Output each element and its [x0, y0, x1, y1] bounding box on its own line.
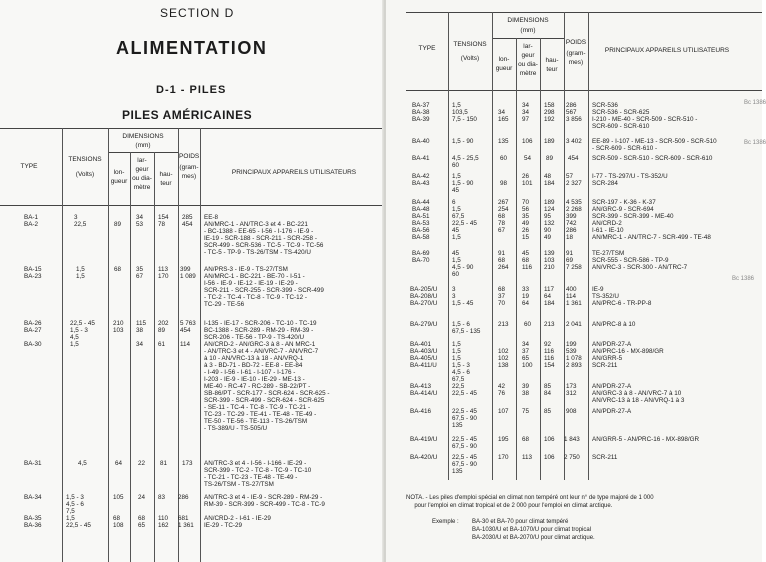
cell-largeur: 45 68 116 [522, 250, 533, 271]
dimensions-rule [492, 38, 564, 39]
cell-longueur: 195 [498, 436, 509, 443]
cell-poids: 5 763 454 114 [180, 320, 196, 348]
cell-uses: AN/PDR-27-A AN/GRC-3 à 8 - AN/VRC-7 à 10 AN/VRC-13 à 18 - AN/VRQ-1 à 3 [592, 383, 685, 404]
cell-uses: SCR-536 SCR-536 - SCR-625 I-210 - ME-40 - SCR-509 - SCR-510 - SCR-609 - SCR-610 [592, 102, 698, 130]
header-hauteur: hau-teur [545, 57, 559, 73]
cell-hauteur: 106 [544, 436, 555, 443]
cell-type: BA-413 BA-414/U [410, 383, 438, 397]
header-type: TYPE [20, 163, 38, 170]
header-dimensions: DIMENSIONS [507, 17, 549, 24]
cell-hauteur: 113 170 [158, 266, 169, 280]
header-bottom-rule [0, 205, 384, 206]
cell-type: BA-40 [412, 138, 430, 145]
right-page [386, 0, 766, 562]
table-row [0, 460, 384, 490]
cell-largeur: 34 53 [136, 214, 144, 228]
cell-hauteur: 89 [546, 155, 554, 162]
cell-tension: 4,5 [78, 460, 87, 467]
header-principaux: PRINCIPAUX APPAREILS UTILISATEURS [604, 47, 730, 54]
cell-type: BA-34 BA-35 BA-36 [24, 494, 42, 529]
table-row [0, 266, 384, 316]
cell-tension: 4,5 - 25,5 60 [452, 155, 479, 169]
cell-poids: 2 750 [564, 454, 580, 461]
table-row [0, 320, 384, 450]
cell-longueur: 105 68 108 [113, 494, 124, 529]
cell-hauteur: 139 103 210 [544, 250, 555, 271]
cell-largeur: 113 [522, 454, 533, 461]
cell-longueur: 42 76 [498, 383, 506, 397]
cell-hauteur: 83 110 162 [158, 494, 169, 529]
cell-largeur: 34 37 65 100 [522, 341, 533, 369]
cell-largeur: 22 [138, 460, 146, 467]
cell-poids: 454 [568, 155, 579, 162]
cell-type: BA-44 BA-48 BA-51 BA-53 BA-56 BA-58 [412, 199, 430, 241]
header-volts: (Volts) [75, 171, 95, 178]
header-grammes: (gram-mes) [179, 164, 199, 180]
header-largeur: lar-geur ou dia-mètre [518, 43, 538, 77]
cell-poids: 173 [182, 460, 193, 467]
cell-uses: AN/PRS-3 - IE-9 - TS-27/TSM AN/MRC-1 - BC-221 - BE-70 - I-51 - I-56 - IE-9 - IE-12 - IE-19 - IE-29 - SCR-211 - SCR-255 - SCR-399 - SCR-499 - TC-2 - TC-4 - TC-8 - TC-9 - TC-12 - TC-29 - TE-56 [204, 266, 324, 308]
cell-type: BA-205/U BA-208/U BA-270/U [410, 286, 438, 307]
header-tensions: TENSIONS [453, 41, 487, 48]
cell-type: BA-42 BA-43 [412, 173, 430, 187]
cell-type: BA-420/U [410, 454, 438, 461]
col-divider [540, 38, 541, 480]
header-volts: (Volts) [460, 55, 480, 62]
cell-tension: 1,5 1,5 1,5 1,5 - 3 4,5 - 6 67,5 [452, 341, 470, 383]
cell-uses: I-77 - TS-297/U - TS-352/U SCR-284 [592, 173, 668, 187]
cell-hauteur: 92 116 116 154 [544, 341, 555, 369]
cell-longueur: 267 254 68 78 67 [498, 199, 509, 234]
cell-largeur: 24 68 65 [138, 494, 146, 529]
header-grammes: (gram-mes) [566, 50, 586, 66]
cell-type: BA-279/U [410, 321, 438, 328]
cell-uses: TE-27/TSM SCR-555 - SCR-586 - TP-9 AN/VRC-3 - SCR-300 - AN/TRC-7 [592, 250, 688, 271]
example-lines: BA-30 et BA-70 pour climat tempéré BA-1030/U et BA-1070/U pour climat tropical BA-2030/U et BA-2070/U pour climat arctique. [472, 519, 595, 541]
cell-largeur: 35 67 [136, 266, 144, 280]
cell-poids: 57 2 327 [566, 173, 582, 187]
cell-poids: 1 843 [564, 436, 580, 443]
cell-uses: SCR-509 - SCR-510 - SCR-609 - SCR-610 [592, 155, 713, 162]
cell-longueur: 213 [498, 321, 509, 328]
cell-type: BA-416 [410, 408, 432, 415]
cell-type: BA-1 BA-2 [24, 214, 38, 228]
header-principaux: PRINCIPAUX APPAREILS UTILISATEURS [231, 169, 357, 176]
page-title: ALIMENTATION [116, 38, 268, 58]
cell-largeur: 60 [524, 321, 532, 328]
cell-type: BA-69 BA-70 [412, 250, 430, 264]
cell-tension: 1,5 - 90 [452, 138, 474, 145]
cell-poids: 173 312 [566, 383, 577, 397]
cell-poids: 3 402 [566, 138, 582, 145]
cell-poids: 2 041 [566, 321, 582, 328]
cell-longueur: 64 [115, 460, 123, 467]
cell-largeur: 34 34 97 [522, 102, 530, 123]
cell-tension: 3 3 1,5 - 45 [452, 286, 474, 307]
cell-uses: IE-9 TS-352/U AN/PRC-6 - TR-PP-8 [592, 286, 652, 307]
header-poids: POIDS [565, 39, 587, 46]
cell-uses: AN/PDR-27-A [592, 408, 632, 415]
cell-poids: 399 1 089 [180, 266, 196, 280]
cell-hauteur: 189 [544, 138, 555, 145]
cell-uses: SCR-197 - K-36 - K-37 AN/GRC-9 - SCR-694 SCR-399 - SCR-399 - ME-40 AN/CRD-2 I-61 - IE-10 AN/MRC-1 - AN/TRC-7 - SCR-499 - TE-48 [592, 199, 711, 241]
cell-largeur: 68 [522, 436, 530, 443]
cell-largeur: 106 [522, 138, 533, 145]
cell-uses: AN/PDR-27-A AN/PRC-16 - MX-898/GR AN/GRR-5 SCR-211 [592, 341, 664, 369]
cell-poids: 4 535 2 268 399 742 286 18 [566, 199, 582, 241]
header-largeur: lar-geur ou dia-mètre [132, 157, 152, 191]
cell-hauteur: 213 [544, 321, 555, 328]
header-dimensions: DIMENSIONS [122, 133, 164, 140]
cell-type: BA-26 BA-27 BA-30 [24, 320, 42, 348]
cell-hauteur: 158 298 192 [544, 102, 555, 123]
cell-hauteur: 189 124 95 132 90 49 [544, 199, 555, 241]
cell-tension: 3 22,5 [74, 214, 87, 228]
cell-poids: 286 681 1 361 [178, 494, 194, 529]
col-divider [588, 12, 589, 480]
cell-hauteur: 48 184 [544, 173, 555, 187]
cell-uses: AN/GRR-5 - AN/PRC-16 - MX-898/GR [592, 436, 700, 443]
header-top-rule [0, 128, 384, 129]
col-divider [516, 38, 517, 480]
cell-largeur: 39 38 [522, 383, 530, 397]
header-mm: (mm) [520, 27, 536, 34]
section-label: SECTION D [160, 6, 235, 20]
header-tensions: TENSIONS [68, 156, 102, 163]
cell-largeur: 115 38 34 [136, 320, 147, 348]
cell-hauteur: 117 64 184 [544, 286, 555, 307]
cell-type: BA-31 [24, 460, 42, 467]
cell-longueur: 135 [498, 138, 509, 145]
margin-stamp: Bc 1386 [732, 276, 755, 282]
cell-hauteur: 202 89 61 [158, 320, 169, 348]
cell-tension: 1,5 - 6 67,5 - 135 [452, 321, 481, 335]
cell-largeur: 33 19 64 [522, 286, 530, 307]
cell-largeur: 75 [522, 408, 530, 415]
cell-type: BA-41 [412, 155, 430, 162]
cell-poids: 91 69 7 258 [566, 250, 582, 271]
cell-longueur: 89 [114, 221, 122, 228]
dimensions-rule [108, 152, 178, 153]
header-bottom-rule [406, 90, 762, 91]
margin-stamp: Bc 1386 [744, 140, 766, 146]
cell-uses: EE-89 - I-107 - ME-13 - SCR-509 - SCR-510 - SCR-609 - SCR-610 - [592, 138, 717, 152]
cell-uses: EE-8 AN/MRC-1 - AN/TRC-3 et 4 - BC-221 - BC-1388 - EE-65 - I-56 - I-176 - IE-9 - IE-19 - SCR-188 - SCR-211 - SCR-258 - SCR-499 - SCR-536 - TC-5 - TC-9 - TC-56 - TC-5 - TP-9 - TS-26/TSM - TS-420/U [204, 214, 324, 256]
cell-tension: 1,5 1,5 - 90 45 [452, 173, 474, 194]
cell-hauteur: 154 78 [158, 214, 169, 228]
col-divider [564, 12, 565, 480]
cell-uses: SCR-211 [592, 454, 618, 461]
cell-poids: 286 567 3 856 [566, 102, 582, 123]
cell-largeur: 54 [524, 155, 532, 162]
cell-type: BA-401 BA-403/U BA-405/U BA-411/U [410, 341, 438, 369]
cell-longueur: 34 165 [498, 109, 509, 123]
cell-longueur: 170 [498, 454, 509, 461]
cell-tension: 22,5 - 45 67,5 - 90 135 [452, 408, 477, 429]
cell-tension: 1,5 - 3 4,5 - 6 7,5 1,5 22,5 - 45 [66, 494, 91, 529]
cell-longueur: 98 [500, 180, 508, 187]
cell-uses: AN/TRC-3 et 4 - IE-9 - SCR-289 - RM-29 - RM-39 - SCR-399 - SCR-499 - TC-8 - TC-9 AN/CRD-2 - I-61 - IE-29 IE-29 - TC-29 [204, 494, 325, 529]
header-longueur: lon-gueur [495, 56, 513, 72]
cell-poids: 285 454 [182, 214, 193, 228]
cell-longueur: 107 [498, 408, 509, 415]
cell-poids: 908 [566, 408, 577, 415]
col-divider [492, 12, 493, 480]
cell-hauteur: 106 [544, 454, 555, 461]
cell-type: BA-419/U [410, 436, 438, 443]
cell-hauteur: 81 [160, 460, 168, 467]
cell-type: BA-15 BA-23 [24, 266, 42, 280]
table-row [0, 494, 384, 544]
header-type: TYPE [418, 45, 436, 52]
header-longueur: lon-gueur [110, 169, 128, 185]
cell-type: BA-37 BA-38 BA-39 [412, 102, 430, 123]
example-label: Exemple : [432, 519, 459, 525]
header-mm: (mm) [135, 142, 151, 149]
margin-stamp: Bc 1386 [744, 100, 766, 106]
cell-tension: 6 1,5 67,5 22,5 - 45 45 1,5 [452, 199, 477, 241]
cell-longueur: 91 68 264 [498, 250, 509, 271]
table-row [0, 214, 384, 264]
cell-uses: AN/TRC-3 et 4 - I-56 - I-166 - IE-29 - SCR-399 - TC-2 - TC-8 - TC-9 - TC-10 - TC-21 - TC-23 - TE-48 - TE-49 - TS-26/TSM - TS-27/TSM [204, 460, 312, 488]
header-top-rule [406, 12, 762, 13]
cell-longueur: 68 [114, 266, 122, 273]
cell-longueur: 68 37 70 [498, 286, 506, 307]
cell-longueur: 210 103 [113, 320, 124, 334]
cell-largeur: 26 101 [522, 173, 533, 187]
cell-tension: 22,5 22,5 - 45 [452, 383, 477, 397]
cell-hauteur: 85 84 [544, 383, 552, 397]
cell-longueur: 60 [500, 155, 508, 162]
cell-tension: 22,5 - 45 67,5 - 90 135 [452, 454, 477, 475]
cell-tension: 22,5 - 45 67,5 - 90 [452, 436, 477, 450]
cell-tension: 45 1,5 4,5 - 90 60 [452, 250, 474, 278]
cell-tension: 1,5 1,5 [76, 266, 85, 280]
cell-poids: 400 114 1 361 [566, 286, 582, 307]
cell-largeur: 70 56 35 49 26 15 [522, 199, 530, 241]
cell-tension: 22,5 - 45 1,5 - 3 4,5 1,5 [70, 320, 95, 348]
cell-hauteur: 85 [544, 408, 552, 415]
cell-tension: 1,5 103,5 7,5 - 150 [452, 102, 477, 123]
header-poids: POIDS [179, 153, 200, 160]
col-divider [448, 12, 449, 480]
cell-longueur: 102 102 138 [498, 348, 509, 369]
cell-uses: AN/PRC-8 à 10 [592, 321, 636, 328]
header-hauteur: hau-teur [159, 171, 173, 187]
table-heading: PILES AMÉRICAINES [122, 108, 253, 122]
subtitle: D-1 - PILES [156, 84, 227, 96]
footnote: NOTA. - Les piles d'emploi spécial en climat non tempéré ont leur n° de type majoré de 1 000 pour l'emploi en climat tropical et de 2 000 pour l'emploi en climat arctique. [406, 495, 654, 509]
cell-uses: I-135 - IE-17 - SCR-206 - TC-10 - TC-19 BC-1388 - SCR-289 - RM-29 - RM-39 - SCR-206 - TE-56 - TP-9 - TS-420/U AN/CRD-2 - AN/GRC-3 à 8 - AN MRC-1 - AN/TRC-3 et 4 - AN/VRC-7 - AN/VRC-7 à 10 - AN/VRC-13 à 18 - AN/VRQ-1 à 3 - BD-71 - BD-72 - EE-8 - EE-84 - I-49 - I-56 - I-61 - I-107 - I-176 - I-203 - IE-9 - IE-10 - IE-29 - ME-13 - ME-40 - RC-47 - RC-289 - SB-22/PT - SB-86/PT - SCR-177 - SCR-624 - SCR-625 - SCR-399 - SCR-499 - SCR-624 - SCR-625 - SE-11 - TC-4 - TC-8 - TC-9 - TC-21 - TC-23 - TC-29 - TE-41 - TE-48 - TE-49 - TE-50 - TE-56 - TE-113 - TS-26/TSM - TS-389/U - TS-505/U [204, 320, 330, 432]
cell-poids: 199 539 1 078 2 893 [566, 341, 582, 369]
